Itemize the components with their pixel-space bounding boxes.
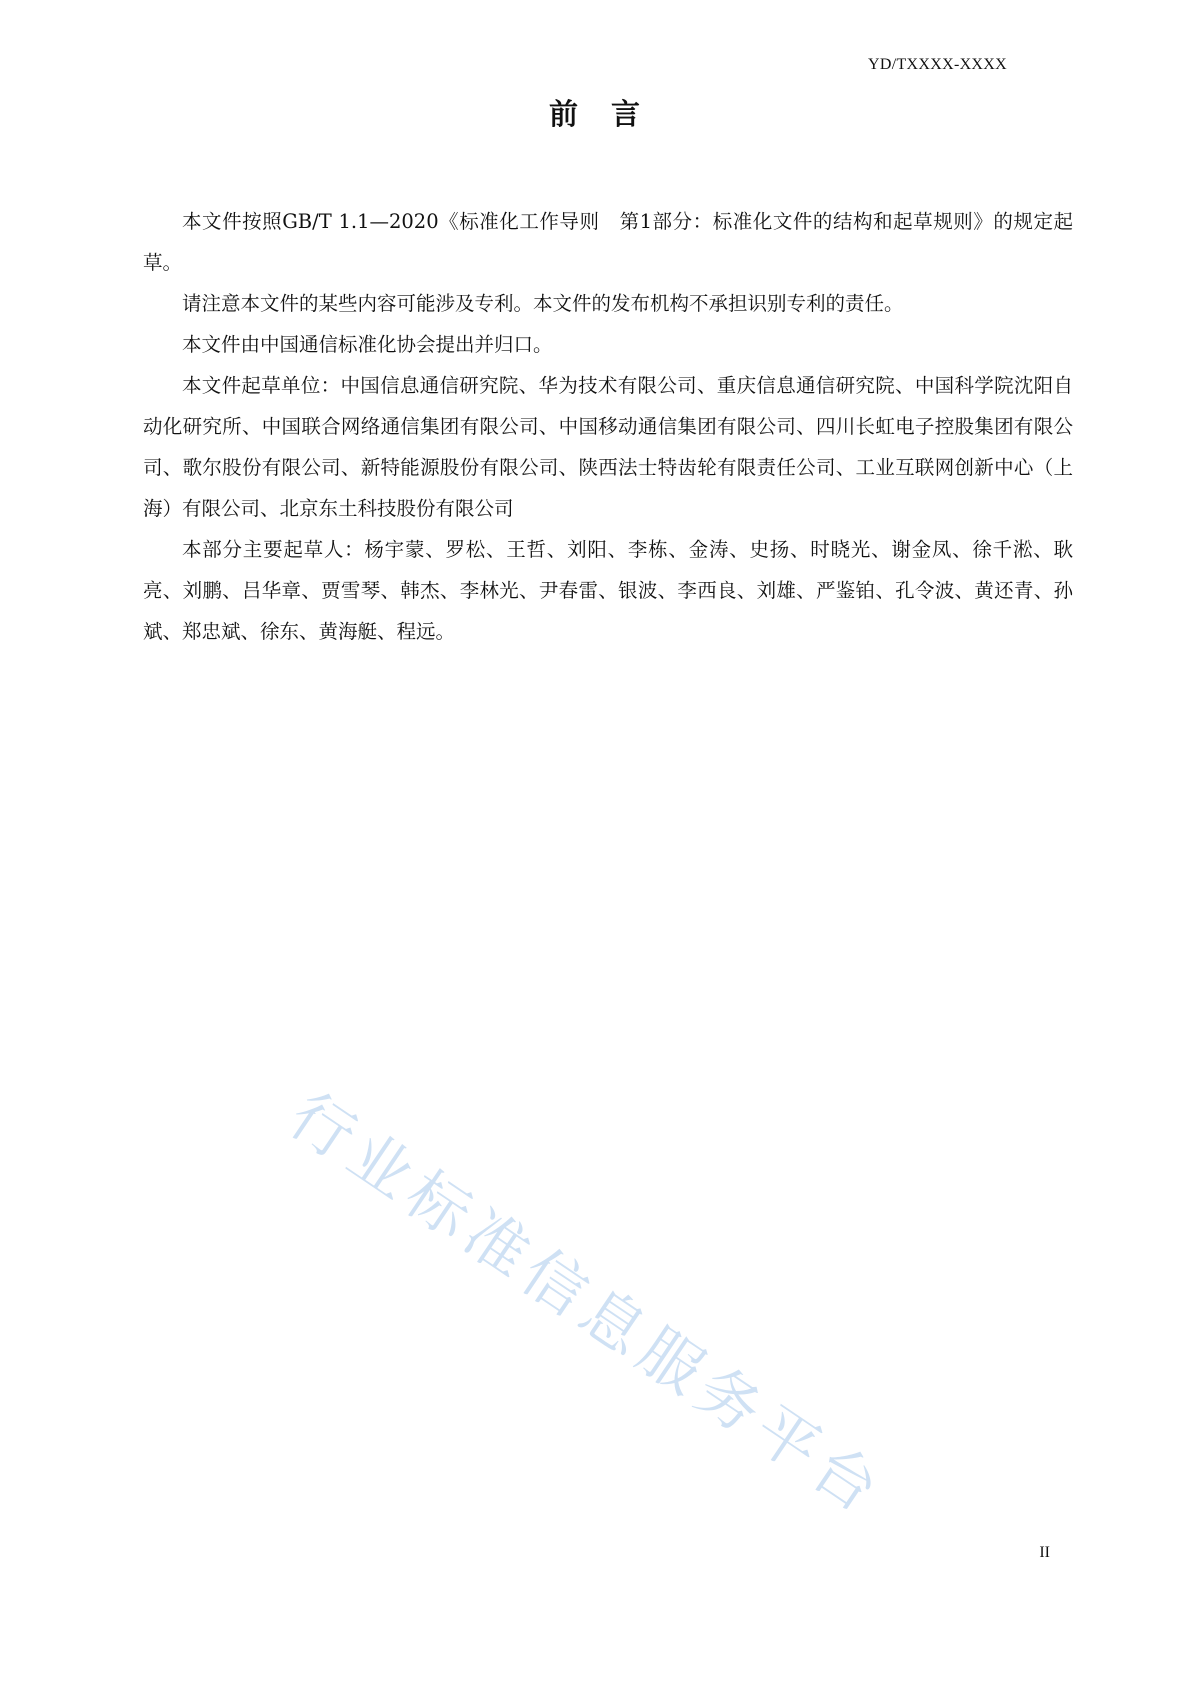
document-code: YD/TXXXX-XXXX xyxy=(868,56,1007,73)
paragraph-drafting-units: 本文件起草单位：中国信息通信研究院、华为技术有限公司、重庆信息通信研究院、中国科学院沈阳自动化研究所、中国联合网络通信集团有限公司、中国移动通信集团有限公司、四川长虹电子控股集团有限公司、歌尔股份有限公司、新特能源股份有限公司、陕西法士特齿轮有限责任公司、工业互联网创新中心（上海）有限公司、北京东土科技股份有限公司 xyxy=(143,374,1073,520)
page-number: II xyxy=(1039,1544,1050,1561)
foreword-body xyxy=(143,201,1073,652)
page-title-part1: 前 xyxy=(548,97,579,131)
paragraph-drafting-basis: 本文件按照GB/T 1.1—2020《标准化工作导则 第1部分：标准化文件的结构和起草规则》的规定起草。 xyxy=(143,210,1073,274)
paragraph-drafters: 本部分主要起草人：杨宇蒙、罗松、王哲、刘阳、李栋、金涛、史扬、时晓光、谢金凤、徐千淞、耿亮、刘鹏、吕华章、贾雪琴、韩杰、李林光、尹春雷、银波、李西良、刘雄、严鉴铂、孔令波、黄还青、孙斌、郑忠斌、徐东、黄海艇、程远。 xyxy=(143,538,1073,643)
paragraph-patent-notice: 请注意本文件的某些内容可能涉及专利。本文件的发布机构不承担识别专利的责任。 xyxy=(182,292,904,315)
paragraph-proposer: 本文件由中国通信标准化协会提出并归口。 xyxy=(182,333,553,356)
page-title xyxy=(0,92,1190,133)
page-title-part2: 言 xyxy=(611,97,642,131)
watermark: 行业标准信息服务平台 xyxy=(276,1078,898,1531)
